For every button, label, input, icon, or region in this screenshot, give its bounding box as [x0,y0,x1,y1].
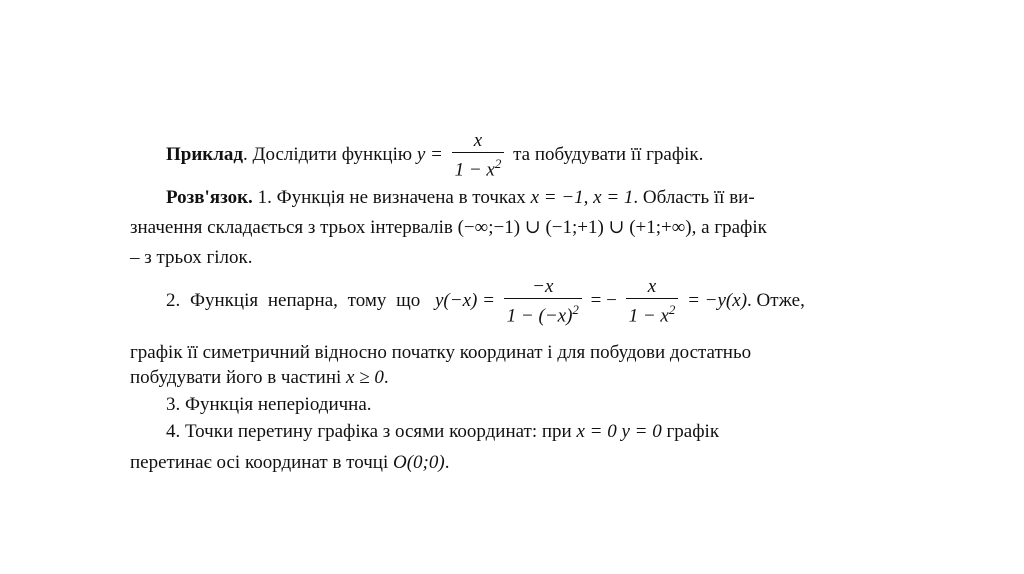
p2-line-1 [166,276,805,327]
p4-x-zero: x = 0 [576,421,617,442]
p2-denominator-2: $1 - x^2$ [628,302,676,327]
undefined-points: x = −1, x = 1 [530,187,634,208]
p2-numerator-2: x [626,276,679,299]
p4-text-b: графік [666,421,720,442]
p3-line: 3. Функція неперіодична. [166,394,372,415]
p1-text-d: , а графік [691,217,767,238]
p2-condition: x ≥ 0 [346,367,384,388]
p2-lhs: y(−x) = [435,290,495,312]
p2-text-b: . Отже, [747,290,805,312]
solution-line-2 [130,216,896,240]
origin-point: O(0;0) [393,452,445,473]
p4-text-c: перетинає осі координат в точці [130,452,389,473]
p2-line-2: графік її симетричний відносно початку координат і для побудови достатньо [130,342,752,363]
example-line [166,130,703,181]
function-numerator: x [452,130,505,153]
function-lhs: y = [416,144,443,166]
solution-title: Розв'язок. [166,187,253,208]
p4-line-2 [130,451,449,475]
p2-rhs: = −y(x) [687,290,748,312]
p1-text-b: . Область її ви- [633,187,755,208]
p1-text-a: 1. Функція не визначена в точках [252,187,526,208]
domain-intervals: (−∞;−1) ∪ (−1;+1) ∪ (+1;+∞) [457,217,692,238]
p4-text-a: 4. Точки перетину графіка з осями координат: при [166,421,572,442]
p4-y-zero: y = 0 [621,421,662,442]
function-fraction [452,130,505,181]
p4-line-1 [166,420,896,444]
function-denominator: $1 - x^2$ [454,156,502,181]
solution-line-1 [130,186,896,210]
p2-line-3 [130,366,389,390]
example-tail: та побудувати її графік. [513,144,704,166]
p2-fraction-2 [626,276,679,327]
p2-numerator-1: −x [504,276,582,299]
p2-fraction-1 [504,276,582,327]
example-intro: . Дослідити функцію [243,144,413,166]
p4-text-d: . [444,452,450,473]
p2-mid: = − [590,290,617,312]
example-title: Приклад [166,144,244,166]
p1-text-c: значення складається з трьох інтервалів [130,217,453,238]
p2-text-d: . [383,367,389,388]
solution-line-3: – з трьох гілок. [130,247,253,268]
p2-text-a: 2. Функція непарна, тому що [166,290,421,312]
p2-text-c: побудувати його в частині [130,367,342,388]
p2-denominator-1: $1 - (-x)^2$ [506,302,579,327]
